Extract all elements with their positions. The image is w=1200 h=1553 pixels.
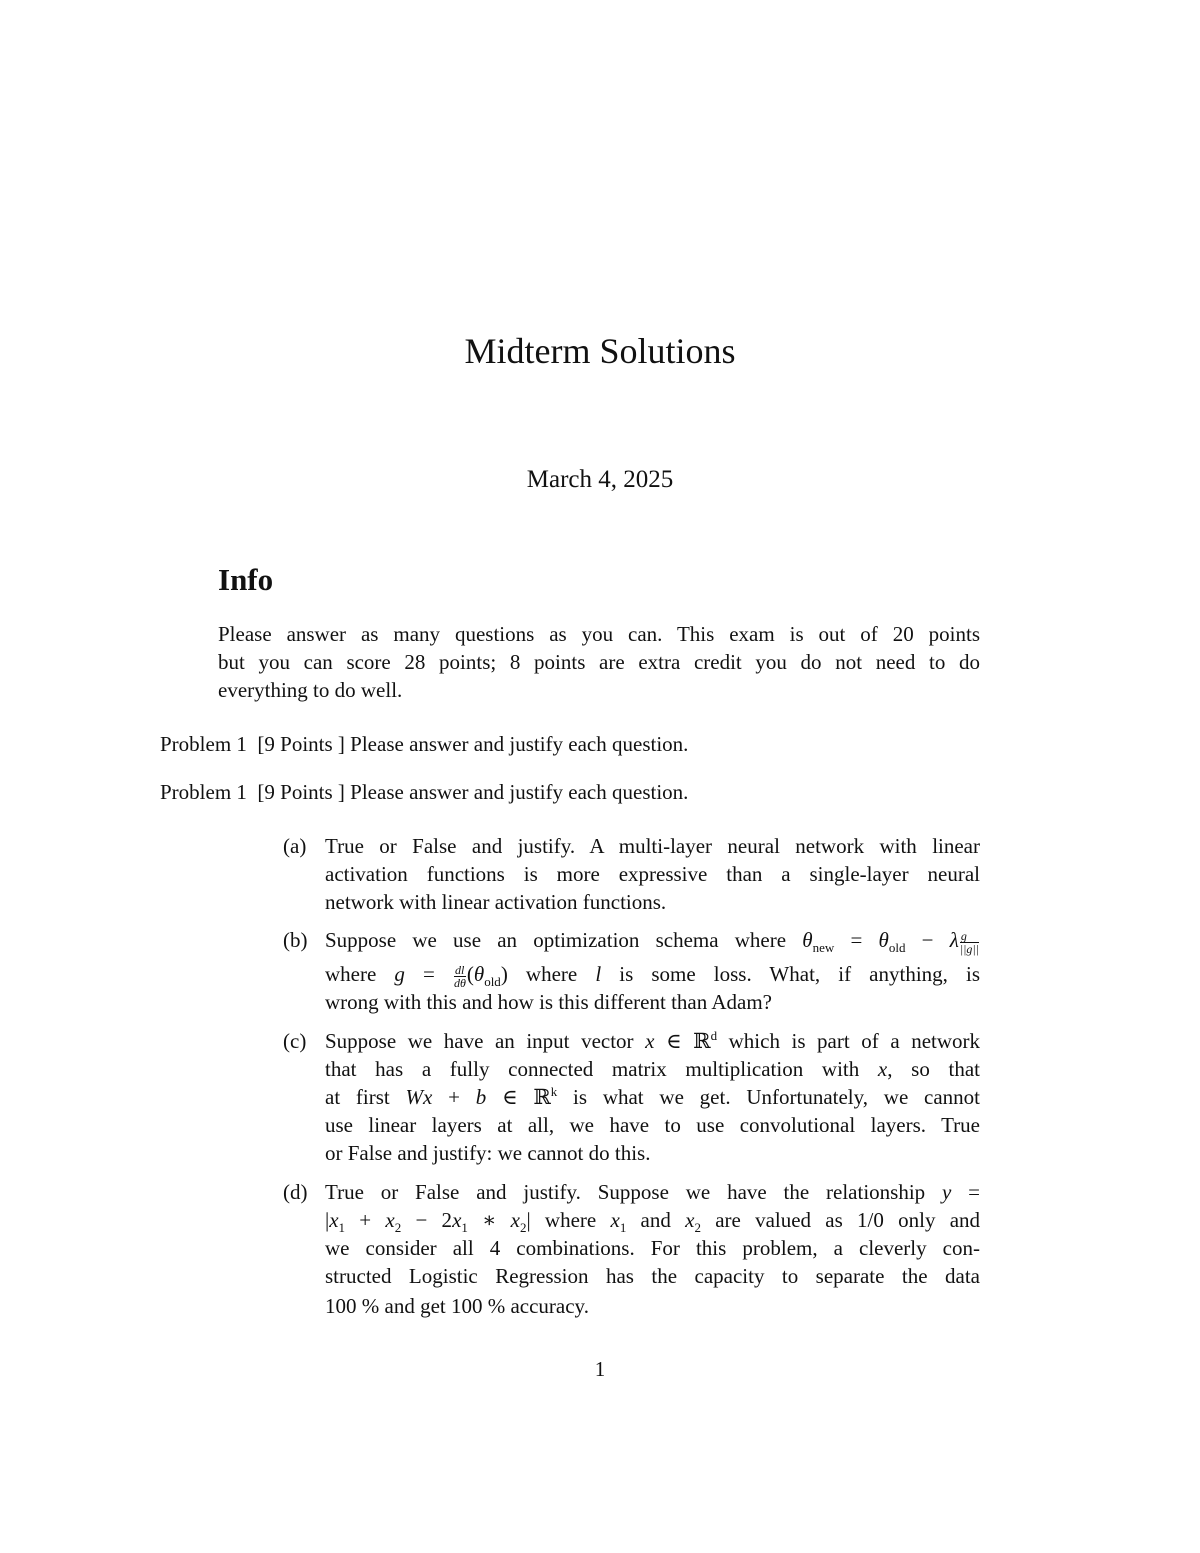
text-segment: where — [325, 962, 395, 986]
math-symbol: θ — [802, 928, 813, 952]
text-segment: but you can score 28 points; 8 points are extra credit you do not need to do — [218, 650, 980, 674]
text-segment: that has a fully connected matrix multiplication with — [325, 1057, 878, 1081]
math-symbol: x — [452, 1208, 462, 1232]
math-symbol: λ — [949, 928, 959, 952]
math-subscript: 2 — [694, 1220, 701, 1236]
math-symbol: x — [510, 1208, 520, 1232]
math-subscript: old — [484, 974, 501, 990]
math-symbol: y — [942, 1180, 952, 1204]
fraction-denominator: ||g|| — [959, 941, 980, 956]
text-line — [325, 832, 980, 860]
math-symbol: x — [610, 1208, 620, 1232]
text-segment: , so that — [887, 1057, 980, 1081]
math-symbol: x — [877, 1057, 888, 1081]
math-symbol: Wx — [405, 1085, 433, 1109]
text-segment: at first — [325, 1085, 406, 1109]
text-line — [325, 960, 980, 988]
document-title: Midterm Solutions — [464, 331, 736, 371]
text-segment: ( — [466, 962, 474, 986]
text-segment: True or False and justify. A multi-layer neural network with linear — [325, 834, 980, 858]
text-segment: is what we get. Unfortunately, we cannot — [557, 1085, 981, 1109]
text-segment: Suppose we use an optimization schema where — [325, 928, 803, 952]
item-label: (a) — [283, 834, 307, 858]
math-symbol: θ — [473, 962, 485, 986]
math-fraction — [454, 964, 466, 989]
text-segment: which is part of a network — [717, 1029, 981, 1053]
text-line — [325, 926, 980, 954]
math-subscript: new — [812, 940, 835, 956]
section-heading-info: Info — [218, 562, 274, 597]
text-segment: Suppose we have an input vector — [325, 1029, 646, 1053]
text-segment: = — [951, 1180, 981, 1204]
math-subscript: old — [888, 940, 906, 956]
text-line — [325, 1027, 980, 1055]
text-segment: everything to do well. — [218, 678, 403, 702]
text-segment: are valued as 1/0 only and — [700, 1208, 981, 1232]
text-segment: ∗ — [467, 1208, 511, 1232]
math-superscript: k — [550, 1084, 558, 1099]
text-line — [325, 1234, 980, 1262]
text-segment: or False and justify: we cannot do this. — [325, 1141, 651, 1165]
text-segment: | where — [526, 1208, 611, 1232]
text-segment: structed Logistic Regression has the capacity to separate the data — [325, 1264, 980, 1288]
text-segment: Please answer as many questions as you can. This exam is out of 20 points — [218, 622, 980, 646]
math-symbol: x — [385, 1208, 395, 1232]
text-segment: + — [345, 1208, 386, 1232]
text-line — [325, 1292, 589, 1320]
text-segment: ∈ ℝ — [486, 1085, 551, 1109]
document-date: March 4, 2025 — [526, 466, 674, 493]
text-segment: we consider all 4 combinations. For this problem, a cleverly con- — [325, 1236, 980, 1260]
math-subscript: 1 — [338, 1220, 346, 1236]
text-segment: = — [834, 928, 879, 952]
math-symbol: b — [475, 1085, 487, 1109]
math-symbol: l — [595, 962, 602, 986]
text-line — [218, 620, 980, 648]
problem-header: Problem 1 [9 Points ] Please answer and justify each question. — [160, 732, 689, 756]
math-symbol: x — [685, 1208, 695, 1232]
fraction-numerator: g — [960, 930, 979, 943]
text-segment: and — [626, 1208, 686, 1232]
math-subscript: 2 — [394, 1220, 402, 1236]
text-segment: | — [325, 1208, 330, 1232]
text-line — [218, 648, 980, 676]
text-segment: ) where — [500, 962, 596, 986]
text-segment: True or False and justify. Suppose we have the relationship — [325, 1180, 942, 1204]
item-label: (b) — [283, 928, 308, 952]
item-label: (d) — [283, 1180, 308, 1204]
math-superscript: d — [710, 1028, 718, 1043]
text-segment: 100 % and get 100 % accuracy. — [325, 1294, 589, 1318]
text-line — [325, 1139, 650, 1167]
page-number: 1 — [594, 1357, 606, 1381]
math-symbol: x — [329, 1208, 339, 1232]
text-line — [325, 1083, 980, 1111]
text-segment: + — [432, 1085, 476, 1109]
text-segment: is some loss. What, if anything, is — [601, 962, 981, 986]
text-line — [325, 860, 980, 888]
text-segment: network with linear activation functions. — [325, 890, 667, 914]
text-line — [325, 888, 666, 916]
math-subscript: 2 — [519, 1220, 527, 1236]
text-segment: − 2 — [401, 1208, 453, 1232]
fraction-numerator: dl — [454, 962, 465, 977]
problem-header: Problem 1 [9 Points ] Please answer and justify each question. — [160, 780, 689, 804]
math-fraction — [960, 930, 979, 955]
item-label: (c) — [283, 1029, 307, 1053]
text-segment: use linear layers at all, we have to use convolutional layers. True — [325, 1113, 980, 1137]
text-line — [325, 1055, 980, 1083]
math-symbol: g — [394, 962, 405, 986]
math-subscript: 1 — [461, 1220, 468, 1236]
text-line — [325, 1206, 980, 1234]
text-segment: activation functions is more expressive than a single-layer neural — [325, 862, 980, 886]
text-line — [325, 988, 772, 1016]
text-segment: − — [905, 928, 950, 952]
math-symbol: x — [645, 1029, 655, 1053]
math-subscript: 1 — [619, 1220, 627, 1236]
text-segment: wrong with this and how is this different than Adam? — [325, 990, 772, 1014]
text-line — [325, 1111, 980, 1139]
fraction-denominator: dθ — [453, 975, 466, 990]
text-line — [325, 1262, 980, 1290]
math-symbol: θ — [878, 928, 889, 952]
text-segment: = — [404, 962, 453, 986]
text-line — [325, 1178, 980, 1206]
text-segment: ∈ ℝ — [654, 1029, 711, 1053]
text-line — [218, 676, 402, 704]
